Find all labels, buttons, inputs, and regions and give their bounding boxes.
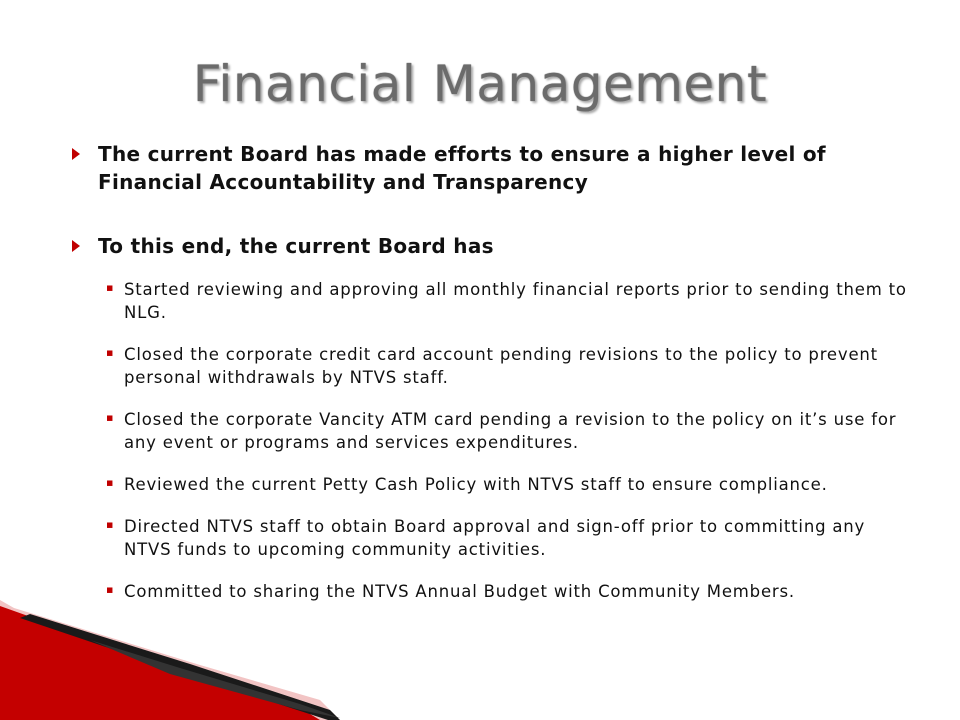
sub-bullet-text: Closed the corporate credit card account pending revisions to the policy to prevent personal withdrawals by NTVS staff. (124, 345, 878, 387)
sub-bullet-text: Directed NTVS staff to obtain Board approval and sign-off prior to committing any NTVS funds to upcoming community activities. (124, 517, 866, 559)
slide-content (70, 140, 910, 622)
square-bullet-icon: ▪ (106, 476, 115, 489)
bullet-level1 (70, 232, 910, 260)
bullet-level1 (70, 140, 910, 196)
bullet-level2 (70, 343, 910, 389)
square-bullet-icon: ▪ (106, 518, 115, 531)
sub-bullet-text: Reviewed the current Petty Cash Policy with NTVS staff to ensure compliance. (124, 475, 828, 494)
bullet-level2 (70, 473, 910, 496)
square-bullet-icon: ▪ (106, 281, 115, 294)
bullet-text: The current Board has made efforts to ensure a higher level of Financial Accountability and Transparency (98, 142, 826, 194)
slide-title: Financial Management (192, 55, 768, 113)
sub-bullet-text: Committed to sharing the NTVS Annual Budget with Community Members. (124, 582, 795, 601)
bullet-level2 (70, 408, 910, 454)
square-bullet-icon: ▪ (106, 583, 115, 596)
square-bullet-icon: ▪ (106, 346, 115, 359)
square-bullet-icon: ▪ (106, 411, 115, 424)
bullet-level2 (70, 515, 910, 561)
triangle-bullet-icon (72, 240, 80, 252)
sub-bullet-text: Closed the corporate Vancity ATM card pending a revision to the policy on it’s use for any event or programs and services expenditures. (124, 410, 897, 452)
corner-swoosh-decoration (0, 600, 960, 720)
sub-bullet-text: Started reviewing and approving all monthly financial reports prior to sending them to NLG. (124, 280, 907, 322)
bullet-text: To this end, the current Board has (98, 234, 494, 258)
triangle-bullet-icon (72, 148, 80, 160)
bullet-level2 (70, 278, 910, 324)
